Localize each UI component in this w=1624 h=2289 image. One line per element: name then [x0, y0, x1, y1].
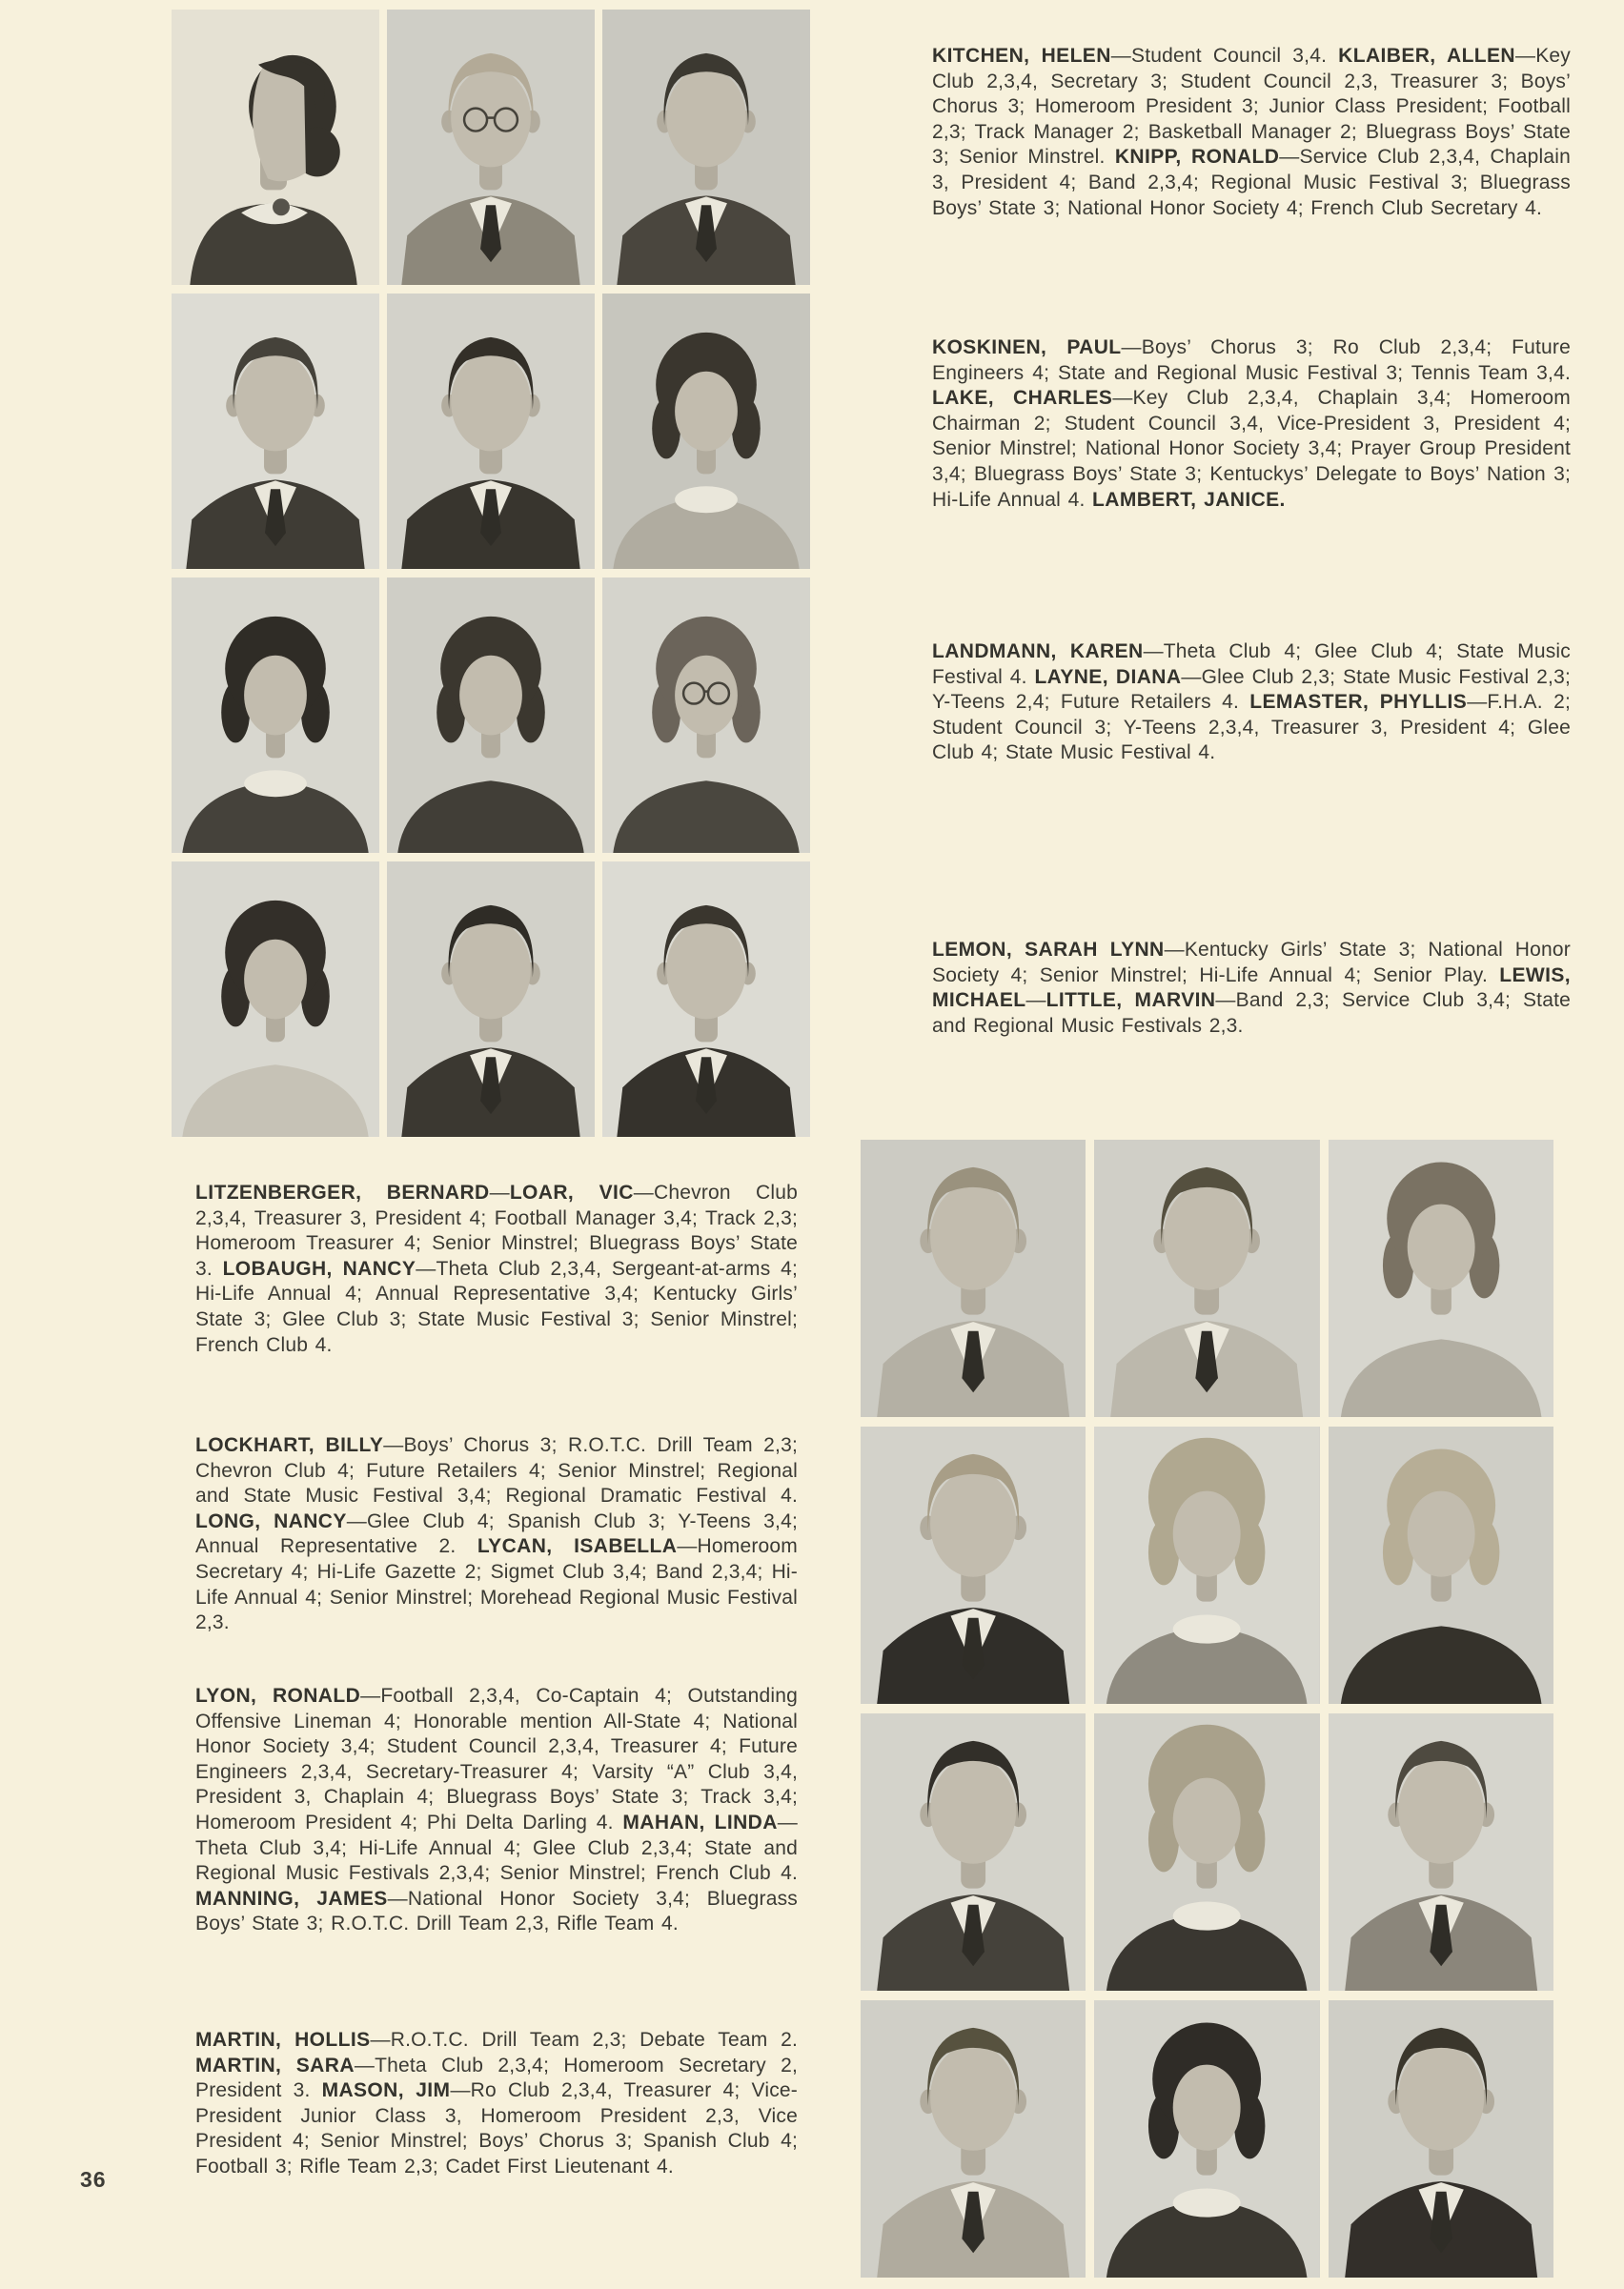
student-name: LYON, RONALD — [195, 1685, 361, 1707]
activities-text: —National Honor Society 3,4; Bluegrass Boys’ State 3; R.O.T.C. Drill Team 2,3, Rifle Team 4. — [195, 1887, 798, 1935]
entry-block — [195, 1684, 798, 1937]
student-name: LAKE, CHARLES — [932, 387, 1113, 410]
page-number: 36 — [80, 2167, 107, 2192]
entry-block — [195, 1181, 798, 1358]
activities-text: —Boys’ Chorus 3; R.O.T.C. Drill Team 2,3; Chevron Club 4; Future Retailers 4; Senior Minstrel; Regional and State Music Festival 3,4; Regional Dramatic Festival 4. — [195, 1434, 798, 1508]
student-name: LEMASTER, PHYLLIS — [1249, 691, 1468, 714]
activities-text: —Kentucky Girls’ State 3; National Honor Society 4; Senior Minstrel; Hi-Life Annual 4; Senior Play. — [932, 939, 1572, 986]
activities-text: —Service Club 2,3,4, Chaplain 3, President 4; Band 2,3,4; Regional Music Festival 3; Bluegrass Boys’ State 3; National Honor Society 4; French Club Secretary 4. — [932, 146, 1572, 219]
portrait-illustration — [861, 2000, 1086, 2278]
student-name: MARTIN, SARA — [195, 2054, 355, 2076]
activities-text: —Homeroom Secretary 4; Hi-Life Gazette 2; Sigmet Club 3,4; Band 2,3,4; Hi-Life Annual 4; Senior Minstrel; Morehead Regional Music Festival 2,3. — [195, 1535, 799, 1634]
portrait-photo — [1329, 1140, 1553, 1417]
student-name: LANDMANN, KAREN — [932, 640, 1144, 662]
student-name: LAYNE, DIANA — [1034, 665, 1182, 688]
activities-text: — — [1025, 989, 1046, 1012]
entries-column-left — [195, 0, 798, 2289]
portrait-illustration — [1329, 2000, 1553, 2278]
activities-text: —R.O.T.C. Drill Team 2,3; Debate Team 2. — [370, 2029, 799, 2051]
activities-text: — — [489, 1182, 510, 1204]
portrait-photo — [861, 1713, 1086, 1991]
portrait-photo — [1329, 1713, 1553, 1991]
entry-block — [932, 639, 1571, 766]
entry-block — [932, 938, 1571, 1039]
student-name: LAMBERT, JANICE. — [1092, 488, 1286, 511]
portrait-illustration — [861, 1427, 1086, 1704]
student-name: LOCKHART, BILLY — [195, 1434, 384, 1456]
student-name: LEMON, SARAH LYNN — [932, 939, 1165, 961]
student-name: LYCAN, ISABELLA — [477, 1535, 678, 1558]
activities-text: —Theta Club 2,3,4; Homeroom Secretary 2, President 3. — [195, 2054, 799, 2102]
student-name: LONG, NANCY — [195, 1509, 347, 1532]
activities-text: —Glee Club 2,3; State Music Festival 2,3; Y-Teens 2,4; Future Retailers 4. — [932, 665, 1571, 714]
portrait-photo — [1094, 1713, 1319, 1991]
portrait-photo — [861, 2000, 1086, 2278]
portrait-illustration — [1094, 1713, 1319, 1991]
portrait-grid-bottom-right — [861, 1140, 1553, 2278]
entry-block — [932, 335, 1571, 513]
portrait-photo — [1329, 2000, 1553, 2278]
student-name: MANNING, JAMES — [195, 1887, 388, 1910]
activities-text: —Key Club 2,3,4, Chaplain 3,4; Homeroom Chairman 2; Student Council 3,4, Vice-President 3, President 4; Senior Minstrel; National Honor Society 3,4; Prayer Group President 3,4; Bluegrass Boys’ State 3; Kentuckys’ Delegate to Boys’ Nation 3; Hi-Life Annual 4. — [932, 387, 1571, 511]
activities-text: —Theta Club 4; Glee Club 4; State Music Festival 4. — [932, 640, 1571, 688]
portrait-photo — [1094, 1427, 1319, 1704]
student-name: KITCHEN, HELEN — [932, 45, 1111, 67]
student-name: KOSKINEN, PAUL — [932, 336, 1122, 358]
student-name: LITZENBERGER, BERNARD — [195, 1182, 490, 1204]
portrait-illustration — [1329, 1713, 1553, 1991]
portrait-illustration — [861, 1140, 1086, 1417]
portrait-illustration — [1094, 1140, 1319, 1417]
student-name: LOAR, VIC — [509, 1182, 634, 1204]
portrait-illustration — [1094, 1427, 1319, 1704]
entry-block — [195, 1433, 798, 1636]
portrait-photo — [1094, 1140, 1319, 1417]
activities-text: —Glee Club 4; Spanish Club 3; Y-Teens 3,4; Annual Representative 2. — [195, 1509, 799, 1558]
activities-text: —Chevron Club 2,3,4, Treasurer 3, President 4; Football Manager 3,4; Track 2,3; Homeroom Treasurer 4; Senior Minstrel; Bluegrass Boys’ State 3. — [195, 1182, 798, 1280]
portrait-illustration — [1094, 2000, 1319, 2278]
student-name: LITTLE, MARVIN — [1045, 989, 1216, 1012]
portrait-photo — [1329, 1427, 1553, 1704]
activities-text: —Key Club 2,3,4, Secretary 3; Student Council 2,3, Treasurer 3; Boys’ Chorus 3; Homeroom President 3; Junior Class President; Football 2,3; Track Manager 2; Basketball Manager 2; Bluegrass Boys’ State 3; Senior Minstrel. — [932, 45, 1571, 169]
entry-block — [195, 2028, 798, 2180]
activities-text: —Theta Club 3,4; Hi-Life Annual 4; Glee Club 2,3,4; State and Regional Music Festivals 2,3,4; Senior Minstrel; French Club 4. — [195, 1811, 798, 1885]
activities-text: —Football 2,3,4, Co-Captain 4; Outstanding Offensive Lineman 4; Honorable mention All-State 4; National Honor Society 3,4; Student Council 2,3,4, Treasurer 4; Future Engineers 2,3,4, Secretary-Treasurer 4; Varsity “A” Club 3,4, President 3, Chaplain 4; Bluegrass Boys’ State 3; Track 3,4; Homeroom President 4; Phi Delta Darling 4. — [195, 1685, 799, 1833]
student-name: MAHAN, LINDA — [622, 1811, 778, 1833]
entry-block — [932, 44, 1571, 221]
student-name: MASON, JIM — [321, 2079, 451, 2102]
activities-text: —Boys’ Chorus 3; Ro Club 2,3,4; Future Engineers 4; State and Regional Music Festival 3; Tennis Team 3,4. — [932, 336, 1571, 384]
activities-text: —Band 2,3; Service Club 3,4; State and Regional Music Festivals 2,3. — [932, 989, 1571, 1037]
student-name: KLAIBER, ALLEN — [1338, 45, 1515, 67]
student-name: KNIPP, RONALD — [1114, 146, 1280, 169]
portrait-illustration — [861, 1713, 1086, 1991]
portrait-photo — [861, 1427, 1086, 1704]
portrait-illustration — [1329, 1140, 1553, 1417]
portrait-photo — [861, 1140, 1086, 1417]
activities-text: —F.H.A. 2; Student Council 3; Y-Teens 2,3,4, Treasurer 3, President 4; Glee Club 4; State Music Festival 4. — [932, 691, 1571, 764]
student-name: MARTIN, HOLLIS — [195, 2029, 371, 2051]
activities-text: —Theta Club 2,3,4, Sergeant-at-arms 4; Hi-Life Annual 4; Annual Representative 3,4; Kentucky Girls’ State 3; Glee Club 3; State Music Festival 3; Senior Minstrel; French Club 4. — [195, 1257, 798, 1356]
activities-text: —Student Council 3,4. — [1110, 45, 1339, 67]
activities-text: —Ro Club 2,3,4, Treasurer 4; Vice- President Junior Class 3, Homeroom President 2,3, Vice President 4; Senior Minstrel; Boys’ Chorus 3; Spanish Club 4; Football 3; Rifle Team 2,3; Cadet First Lieutenant 4. — [195, 2079, 798, 2178]
portrait-photo — [1094, 2000, 1319, 2278]
portrait-illustration — [1329, 1427, 1553, 1704]
student-name: LEWIS, MICHAEL — [932, 963, 1571, 1012]
student-name: LOBAUGH, NANCY — [222, 1257, 416, 1280]
